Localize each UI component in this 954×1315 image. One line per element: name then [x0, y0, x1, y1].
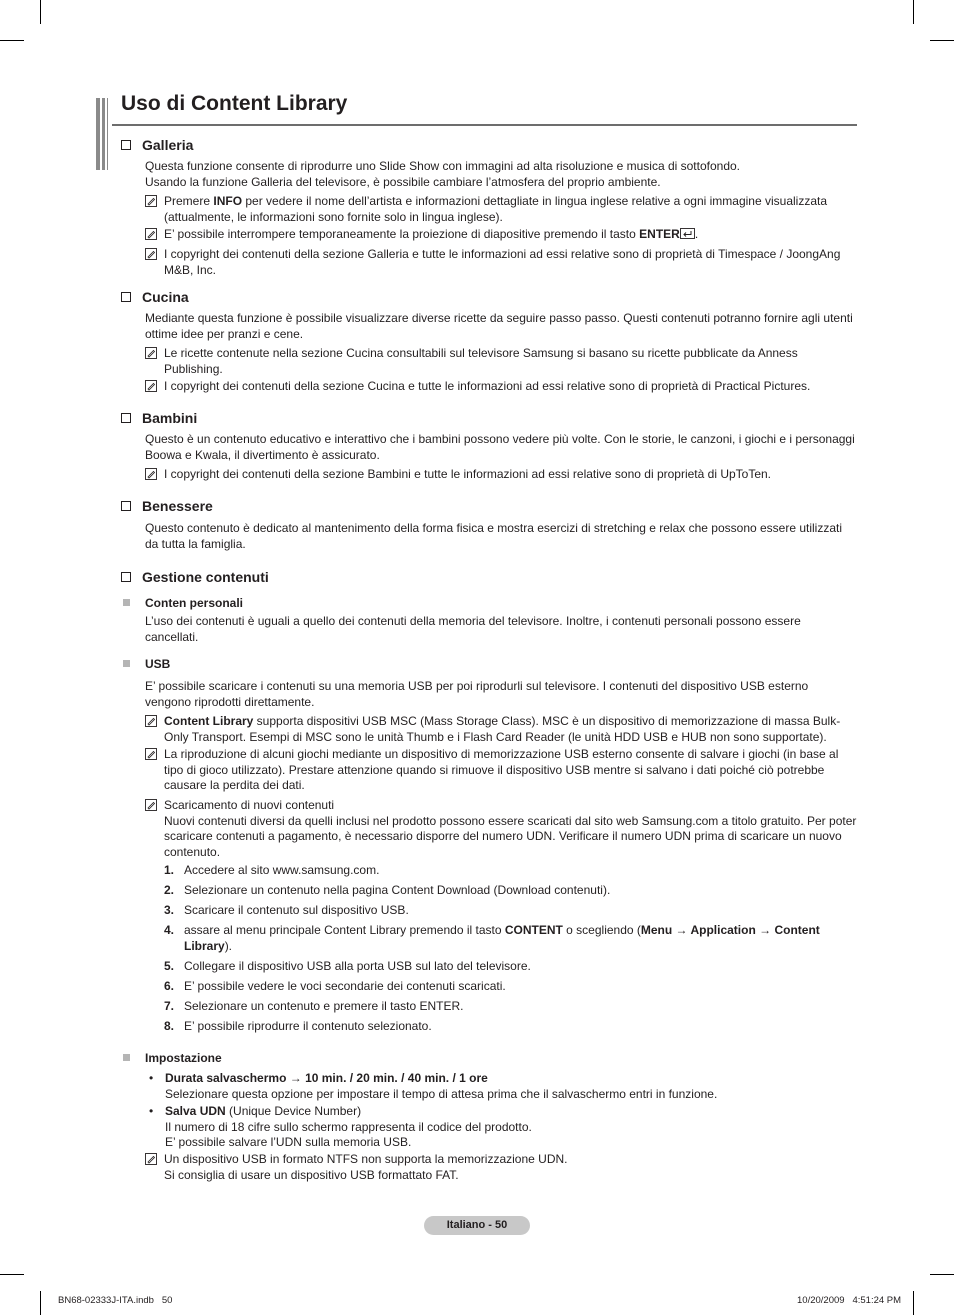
note: La riproduzione di alcuni giochi mediante un dispositivo di memorizzazione USB esterno consente di salvare i giochi (in base al tipo di gioco utilizzato). Prestare attenzione quando si rimuove il dispositivo USB mentre si salvano i dati poiché ciò potrebbe causare la perdita dei dati. — [145, 747, 857, 794]
note-icon — [145, 380, 157, 392]
checkbox-icon — [121, 501, 131, 511]
subsection-body: E’ possibile scaricare i contenuti su una memoria USB per poi riprodurli sul televisore. I contenuti del dispositivo USB esterno vengono riprodotti direttamente. — [145, 679, 809, 709]
checkbox-icon — [121, 292, 131, 302]
crop-mark — [0, 1274, 24, 1275]
note-icon — [145, 248, 157, 260]
square-bullet-icon — [123, 660, 130, 667]
list-item-step: 5. Collegare il dispositivo USB alla porta USB sul lato del televisore. — [164, 959, 531, 973]
crop-mark — [40, 0, 41, 24]
bullet-icon: • — [149, 1071, 154, 1085]
note-icon — [145, 347, 157, 359]
note: E’ possibile interrompere temporaneamente la proiezione di diapositive premendo il tasto ENTER . — [145, 227, 857, 243]
note: I copyright dei contenuti della sezione Cucina e tutte le informazioni ad essi relative sono di proprietà di Practical Pictures. — [145, 379, 857, 395]
note: I copyright dei contenuti della sezione Bambini e tutte le informazioni ad essi relative sono di proprietà di UpToTen. — [145, 467, 857, 483]
section-body: Questo contenuto è dedicato al mantenimento della forma fisica e mostra esercizi di stretching e relax che possono essere utilizzati da tutta la famiglia. — [145, 521, 843, 551]
section-heading-cucina: Cucina — [121, 289, 189, 305]
note-icon — [145, 799, 157, 811]
bullet-icon: • — [149, 1104, 154, 1118]
list-item-step: 8. E’ possibile riprodurre il contenuto selezionato. — [164, 1019, 432, 1033]
footer-timestamp: 10/20/2009 4:51:24 PM — [797, 1295, 902, 1306]
footer-file-info: BN68-02333J-ITA.indb 50 — [58, 1295, 173, 1306]
bullet-item: • Durata salvaschermo → 10 min. / 20 min. / 40 min. / 1 ore Selezionare questa opzione per impostare il tempo di attesa prima che il salvaschermo entri in funzione. — [149, 1071, 718, 1101]
list-item-step: 1. Accedere al sito www.samsung.com. — [164, 863, 380, 877]
note-icon — [145, 748, 157, 760]
square-bullet-icon — [123, 599, 130, 606]
list-item-step: 7. Selezionare un contenuto e premere il tasto ENTER. — [164, 999, 464, 1013]
section-body: Mediante questa funzione è possibile visualizzare diverse ricette da seguire passo passo. Questi contenuti potranno fornire agli utenti ottime idee per pranzi e cene. — [145, 311, 853, 341]
enter-key-icon — [680, 228, 695, 239]
crop-mark — [930, 40, 954, 41]
list-item-step: 3. Scaricare il contenuto sul dispositivo USB. — [164, 903, 409, 917]
note-icon — [145, 1153, 157, 1165]
note: Le ricette contenute nella sezione Cucina consultabili sul televisore Samsung si basano su ricette pubblicate da Anness Publishing. — [145, 346, 857, 377]
note: Un dispositivo USB in formato NTFS non supporta la memorizzazione UDN. Si consiglia di usare un dispositivo USB formattato FAT. — [145, 1152, 857, 1183]
note-icon — [145, 228, 157, 240]
list-item-step: 4. assare al menu principale Content Library premendo il tasto CONTENT o scegliendo (Menu → Application → Content Library). — [164, 923, 820, 953]
note-icon — [145, 715, 157, 727]
section-heading-gestione: Gestione contenuti — [121, 569, 269, 585]
checkbox-icon — [121, 140, 131, 150]
page-title: Uso di Content Library — [121, 92, 348, 115]
section-heading-galleria: Galleria — [121, 137, 193, 153]
subsection-body: L’uso dei contenuti è uguali a quello dei contenuti della memoria del televisore. Inoltre, i contenuti personali possono essere cancellati. — [145, 614, 801, 644]
section-body: Questo è un contenuto educativo e interattivo che i bambini possono vedere più volte. Con le storie, le canzoni, i giochi e i personaggi Boowa e Kwala, il divertimento è assicurato. — [145, 432, 855, 462]
note: I copyright dei contenuti della sezione Galleria e tutte le informazioni ad essi relative sono di proprietà di Timespace / JoongAng M&B, Inc. — [145, 247, 857, 278]
note: Content Library supporta dispositivi USB MSC (Mass Storage Class). MSC è un dispositivo di memorizzazione di massa Bulk-Only Transport. Esempi di MSC sono le unità Thumb e i Flash Card Reader (le unità HDD USB e HUB non sono supportate). — [145, 714, 857, 745]
checkbox-icon — [121, 572, 131, 582]
note: Premere INFO per vedere il nome dell’artista e informazioni dettagliate in lingua inglese relative a ogni immagine visualizzata (attualmente, le informazioni sono fornite solo in lingua inglese). — [145, 194, 857, 225]
subheading-usb: USB — [123, 657, 170, 671]
checkbox-icon — [121, 413, 131, 423]
crop-mark — [930, 1274, 954, 1275]
section-body: Questa funzione consente di riprodurre uno Slide Show con immagini ad alta risoluzione e musica di sottofondo. Usando la funzione Galleria del televisore, è possibile cambiare l’atmosfera del proprio ambiente. — [145, 159, 741, 189]
crop-mark — [40, 1291, 41, 1315]
note-icon — [145, 468, 157, 480]
subheading-conten-personali: Conten personali — [123, 596, 243, 610]
list-item-step: 6. E’ possibile vedere le voci secondarie dei contenuti scaricati. — [164, 979, 506, 993]
list-item-step: 2. Selezionare un contenuto nella pagina Content Download (Download contenuti). — [164, 883, 611, 897]
square-bullet-icon — [123, 1054, 130, 1061]
note: Scaricamento di nuovi contenuti Nuovi contenuti diversi da quelli inclusi nel prodotto possono essere scaricati dal sito web Samsung.com a titolo gratuito. Per poter scaricare contenuti a pagamento, è necessario disporre del numero UDN. Verificare il numero UDN prima di scaricare un nuovo contenuto. — [145, 798, 857, 860]
title-rule — [112, 124, 857, 126]
section-heading-benessere: Benessere — [121, 498, 213, 514]
crop-mark — [0, 40, 24, 41]
note-icon — [145, 195, 157, 207]
bullet-item: • Salva UDN (Unique Device Number) Il numero di 18 cifre sullo schermo rappresenta il codice del prodotto. E’ possibile salvare l’UDN sulla memoria USB. — [149, 1104, 532, 1149]
section-heading-bambini: Bambini — [121, 410, 197, 426]
page-number-badge: Italiano - 50 — [424, 1216, 530, 1235]
subheading-impostazione: Impostazione — [123, 1051, 222, 1065]
crop-mark — [913, 0, 914, 24]
crop-mark — [913, 1291, 914, 1315]
